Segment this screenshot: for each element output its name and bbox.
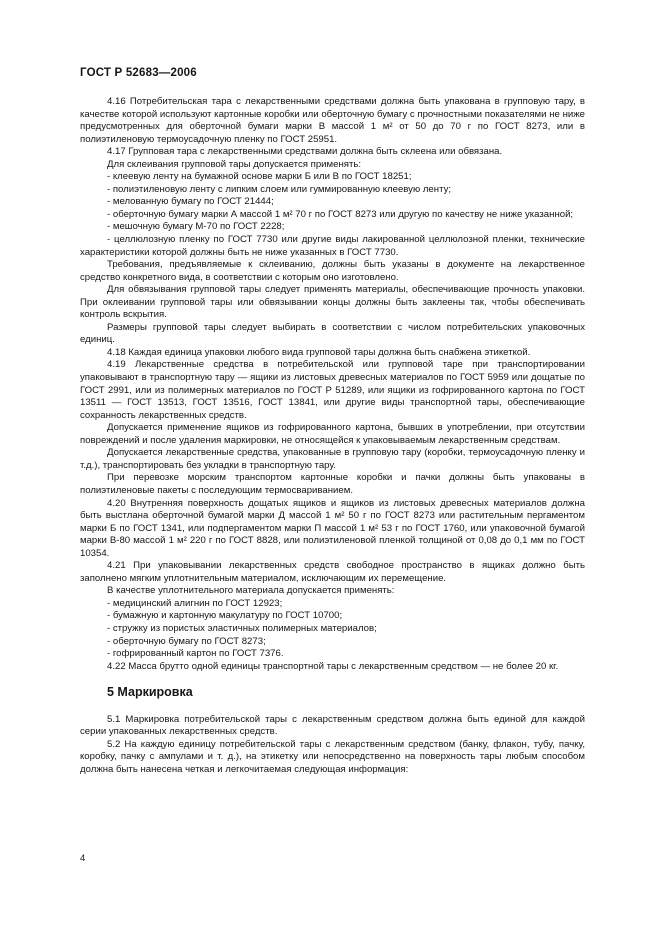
clause-5-1: 5.1 Маркировка потребительской тары с лекарственным средством должна быть единой для каждой серии упакованных лекарственных средств. xyxy=(80,713,585,738)
glue-item: - мелованную бумагу по ГОСТ 21444; xyxy=(107,196,274,208)
tying-paragraph: Для обвязывания групповой тары следует применять материалы, обеспечивающие прочность упаковки. При оклеивании групповой тары или обвязывании концы должны быть заклеены так, чтобы обеспечивать контроль вскрытия. xyxy=(80,284,585,321)
filler-item: - бумажную и картонную макулатуру по ГОСТ 10700; xyxy=(107,610,343,622)
clause-5-2: 5.2 На каждую единицу потребительской тары с лекарственным средством (банку, флакон, тубу, пачку, коробку, пачку с ампулами и т. д.), на этикетку или непосредственно на поверхность тары любым способом должна быть нанесена четкая и легкочитаемая следующая информация: xyxy=(80,738,585,775)
clause-4-20: 4.20 Внутренняя поверхность дощатых ящиков и ящиков из листовых древесных материалов должна быть выстлана оберточной бумагой марки Д массой 1 м² 50 г по ГОСТ 8273 или растительным пергаментом марки Б по ГОСТ 1341, или подпергаментом марки П массой 1 м² 53 г по ГОСТ 1760, или упаковочной бумагой марки В-80 массой 1 м² 220 г по ГОСТ 8828, или полиэтиленовой пленкой толщиной от 0,08 до 0,1 мм по ГОСТ 10354. xyxy=(80,497,585,559)
section-heading-marking: 5 Маркировка xyxy=(107,685,193,700)
page-number: 4 xyxy=(80,853,86,864)
glue-item: - мешочную бумагу М-70 по ГОСТ 2228; xyxy=(107,221,285,233)
glue-item: - полиэтиленовую ленту с липким слоем или гуммированную клеевую ленту; xyxy=(107,183,452,195)
glue-item: - оберточную бумагу марки А массой 1 м² 70 г по ГОСТ 8273 или другую по качеству не ниже указанной; xyxy=(107,208,574,220)
clause-4-17: 4.17 Групповая тара с лекарственными средствами должна быть склеена или обвязана. xyxy=(107,146,503,158)
clause-4-18: 4.18 Каждая единица упаковки любого вида групповой тары должна быть снабжена этикеткой. xyxy=(107,346,531,358)
filler-item: - медицинский алигнин по ГОСТ 12923; xyxy=(107,597,283,609)
filler-item: - оберточную бумагу по ГОСТ 8273; xyxy=(107,635,266,647)
clause-4-16: 4.16 Потребительская тара с лекарственными средствами должна быть упакована в групповую тару, в качестве которой используют картонные коробки или оберточную бумагу с прочностными показателями не ниже предусмотренных для оберточной бумаги марки В массой 1 м² от 50 до 70 г по ГОСТ 8273, или в полиэтиленовую термоусадочную пленку по ГОСТ 25951. xyxy=(80,96,585,145)
sea-transport-paragraph: При перевозке морским транспортом картонные коробки и пачки должны быть упакованы в полиэтиленовые пакеты с последующим термосвариванием. xyxy=(80,472,585,496)
filler-item: - стружку из пористых эластичных полимерных материалов; xyxy=(107,622,377,634)
document-header: ГОСТ Р 52683—2006 xyxy=(80,67,197,79)
glue-item: - целлюлозную пленку по ГОСТ 7730 или другие виды лакированной целлюлозной пленки, технические характеристики которой должны быть не ниже указанных в ГОСТ 7730. xyxy=(80,234,585,258)
glue-intro: Для склеивания групповой тары допускается применять: xyxy=(107,158,361,170)
used-boxes-paragraph: Допускается применение ящиков из гофрированного картона, бывших в употреблении, при отсутствии повреждений и после удаления маркировки, не относящейся к упаковываемым лекарственным средствам. xyxy=(80,422,585,446)
no-packing-paragraph: Допускается лекарственные средства, упакованные в групповую тару (коробки, термоусадочную пленку и т.д.), транспортировать без укладки в транспортную тару. xyxy=(80,447,585,471)
clause-4-21: 4.21 При упаковывании лекарственных средств свободное пространство в ящиках должно быть заполнено мягким уплотнительным материалом, исключающим их перемещение. xyxy=(80,560,585,584)
filler-item: - гофрированный картон по ГОСТ 7376. xyxy=(107,648,284,660)
clause-4-22: 4.22 Масса брутто одной единицы транспортной тары с лекарственным средством — не более 20 кг. xyxy=(107,660,559,672)
gluing-requirements: Требования, предъявляемые к склеиванию, должны быть указаны в документе на лекарственное средство конкретного вида, в соответствии с которым оно изготовлено. xyxy=(80,259,585,283)
size-paragraph: Размеры групповой тары следует выбирать в соответствии с числом потребительских упаковочных единиц. xyxy=(80,321,585,346)
clause-4-19: 4.19 Лекарственные средства в потребительской или групповой таре при транспортировании упаковывают в транспортную тару — ящики из листовых древесных материалов по ГОСТ 5959 или дощатые по ГОСТ 2991, или из полимерных материалов по ГОСТ Р 51289, или ящики из гофрированного картона по ГОСТ 13511 — ГОСТ 13513, ГОСТ 13516, ГОСТ 13841, или другие виды транспортной тары, обеспечивающие сохранность лекарственных средств. xyxy=(80,359,585,421)
glue-item: - клеевую ленту на бумажной основе марки Б или В по ГОСТ 18251; xyxy=(107,171,412,183)
document-body xyxy=(80,96,585,776)
filler-intro: В качестве уплотнительного материала допускается применять: xyxy=(107,585,395,597)
